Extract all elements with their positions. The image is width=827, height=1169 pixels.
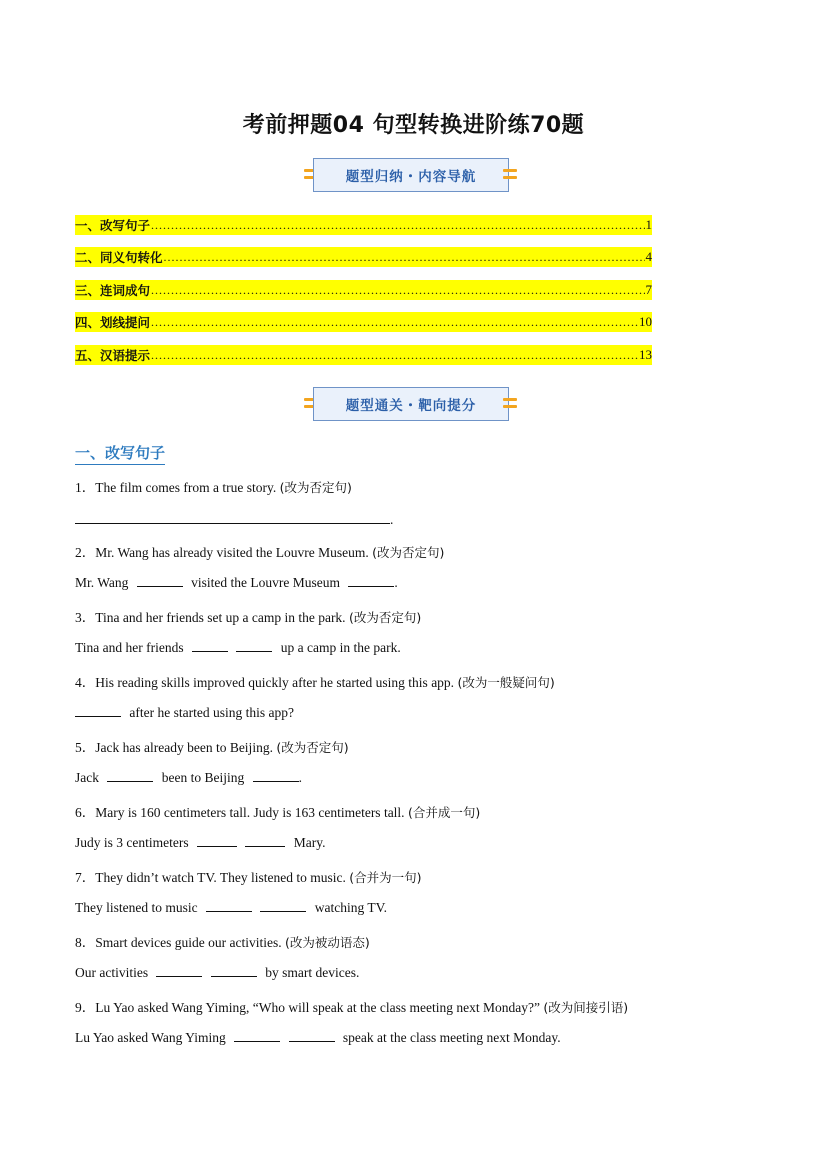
toc-entry-label: 二、同义句转化 <box>75 250 163 265</box>
question-5 <box>75 736 349 756</box>
question-6 <box>75 801 480 821</box>
banner-text: 题型归纳・内容导航 <box>345 169 477 185</box>
question-2 <box>75 541 444 561</box>
answer-line-5 <box>75 768 302 786</box>
toc-entry-label: 四、划线提问 <box>75 315 151 330</box>
question-hint: (改为一般疑问句) <box>457 675 555 690</box>
answer-blank[interactable] <box>75 510 390 524</box>
section-banner-toc <box>313 158 509 192</box>
answer-text: Mary. <box>293 835 326 850</box>
question-text: 6．Mary is 160 centimeters tall. Judy is 163 centimeters tall. <box>75 805 405 820</box>
question-hint: (改为间接引语) <box>543 1000 629 1015</box>
toc-entry-page: 10 <box>639 314 652 329</box>
toc-leader-dots <box>151 348 638 363</box>
question-text: 2．Mr. Wang has already visited the Louvre Museum. <box>75 545 369 560</box>
section-banner-practice <box>313 387 509 421</box>
question-text: 9．Lu Yao asked Wang Yiming, “Who will speak at the class meeting next Monday?” <box>75 1000 540 1015</box>
answer-text: They listened to music <box>75 900 198 915</box>
answer-blank[interactable] <box>192 638 228 652</box>
question-hint: (合并成一句) <box>407 805 481 820</box>
answer-text: Tina and her friends <box>75 640 184 655</box>
answer-text: . <box>394 575 398 590</box>
answer-text: watching TV. <box>314 900 387 915</box>
question-hint: (改为否定句) <box>348 610 422 625</box>
toc-entry-label: 五、汉语提示 <box>75 348 151 363</box>
toc-leader-dots <box>151 283 644 298</box>
page-title: 考前押题04 句型转换进阶练70题 <box>242 113 585 138</box>
question-7 <box>75 866 421 886</box>
toc-entry-page: 13 <box>639 347 652 362</box>
answer-end-punct: . <box>390 512 394 527</box>
question-text: 3．Tina and her friends set up a camp in the park. <box>75 610 346 625</box>
toc-leader-dots <box>151 315 638 330</box>
answer-blank[interactable] <box>211 963 257 977</box>
toc-leader-dots <box>164 250 645 265</box>
question-hint: (改为否定句) <box>279 480 352 495</box>
answer-blank[interactable] <box>245 833 285 847</box>
answer-line-7 <box>75 898 387 916</box>
answer-text: by smart devices. <box>265 965 360 980</box>
answer-blank[interactable] <box>289 1028 335 1042</box>
answer-text: Mr. Wang <box>75 575 129 590</box>
banner-decoration-right <box>503 166 517 184</box>
toc-entry-label: 三、连词成句 <box>75 283 151 298</box>
answer-line-6 <box>75 833 325 851</box>
answer-blank[interactable] <box>197 833 237 847</box>
question-3 <box>75 606 421 626</box>
question-hint: (改为否定句) <box>276 740 349 755</box>
toc-entry-page: 4 <box>645 249 652 264</box>
question-text: 4．His reading skills improved quickly after he started using this app. <box>75 675 455 690</box>
answer-blank[interactable] <box>348 573 394 587</box>
toc-leader-dots <box>151 218 644 233</box>
question-hint: (合并为一句) <box>349 870 422 885</box>
toc-entry[interactable] <box>75 312 652 332</box>
question-text: 5．Jack has already been to Beijing. <box>75 740 273 755</box>
question-hint: (改为否定句) <box>372 545 445 560</box>
toc-entry[interactable] <box>75 280 652 300</box>
answer-text: Lu Yao asked Wang Yiming <box>75 1030 226 1045</box>
question-8 <box>75 931 370 951</box>
answer-text: speak at the class meeting next Monday. <box>342 1030 561 1045</box>
answer-text: . <box>298 770 302 785</box>
answer-blank[interactable] <box>253 768 299 782</box>
answer-blank[interactable] <box>234 1028 280 1042</box>
answer-line-4 <box>75 703 294 721</box>
answer-blank[interactable] <box>75 703 121 717</box>
toc-entry-page: 7 <box>645 282 652 297</box>
answer-text: Jack <box>75 770 99 785</box>
answer-blank[interactable] <box>107 768 153 782</box>
answer-blank[interactable] <box>156 963 202 977</box>
answer-blank[interactable] <box>137 573 183 587</box>
answer-line-1 <box>75 510 393 528</box>
answer-text: Judy is 3 centimeters <box>75 835 189 850</box>
answer-line-2 <box>75 573 398 591</box>
toc-entry-page: 1 <box>645 217 652 232</box>
question-9 <box>75 996 628 1016</box>
answer-text: visited the Louvre Museum <box>191 575 341 590</box>
answer-text: been to Beijing <box>161 770 245 785</box>
answer-line-8 <box>75 963 359 981</box>
question-text: 1．The film comes from a true story. <box>75 480 277 495</box>
toc-entry[interactable] <box>75 345 652 365</box>
answer-text: after he started using this app? <box>129 705 294 720</box>
banner-text: 题型通关・靶向提分 <box>345 398 477 414</box>
section-heading: 一、改写句子 <box>75 442 165 465</box>
question-1 <box>75 476 352 496</box>
question-hint: (改为被动语态) <box>284 935 370 950</box>
answer-text: Our activities <box>75 965 149 980</box>
question-text: 7．They didn’t watch TV. They listened to music. <box>75 870 346 885</box>
answer-line-3 <box>75 638 401 656</box>
question-4 <box>75 671 555 691</box>
toc-entry-label: 一、改写句子 <box>75 218 151 233</box>
answer-blank[interactable] <box>206 898 252 912</box>
answer-blank[interactable] <box>260 898 306 912</box>
toc-entry[interactable] <box>75 215 652 235</box>
question-text: 8．Smart devices guide our activities. <box>75 935 282 950</box>
banner-decoration-right <box>503 395 517 413</box>
answer-line-9 <box>75 1028 561 1046</box>
toc-entry[interactable] <box>75 247 652 267</box>
answer-text: up a camp in the park. <box>280 640 401 655</box>
answer-blank[interactable] <box>236 638 272 652</box>
